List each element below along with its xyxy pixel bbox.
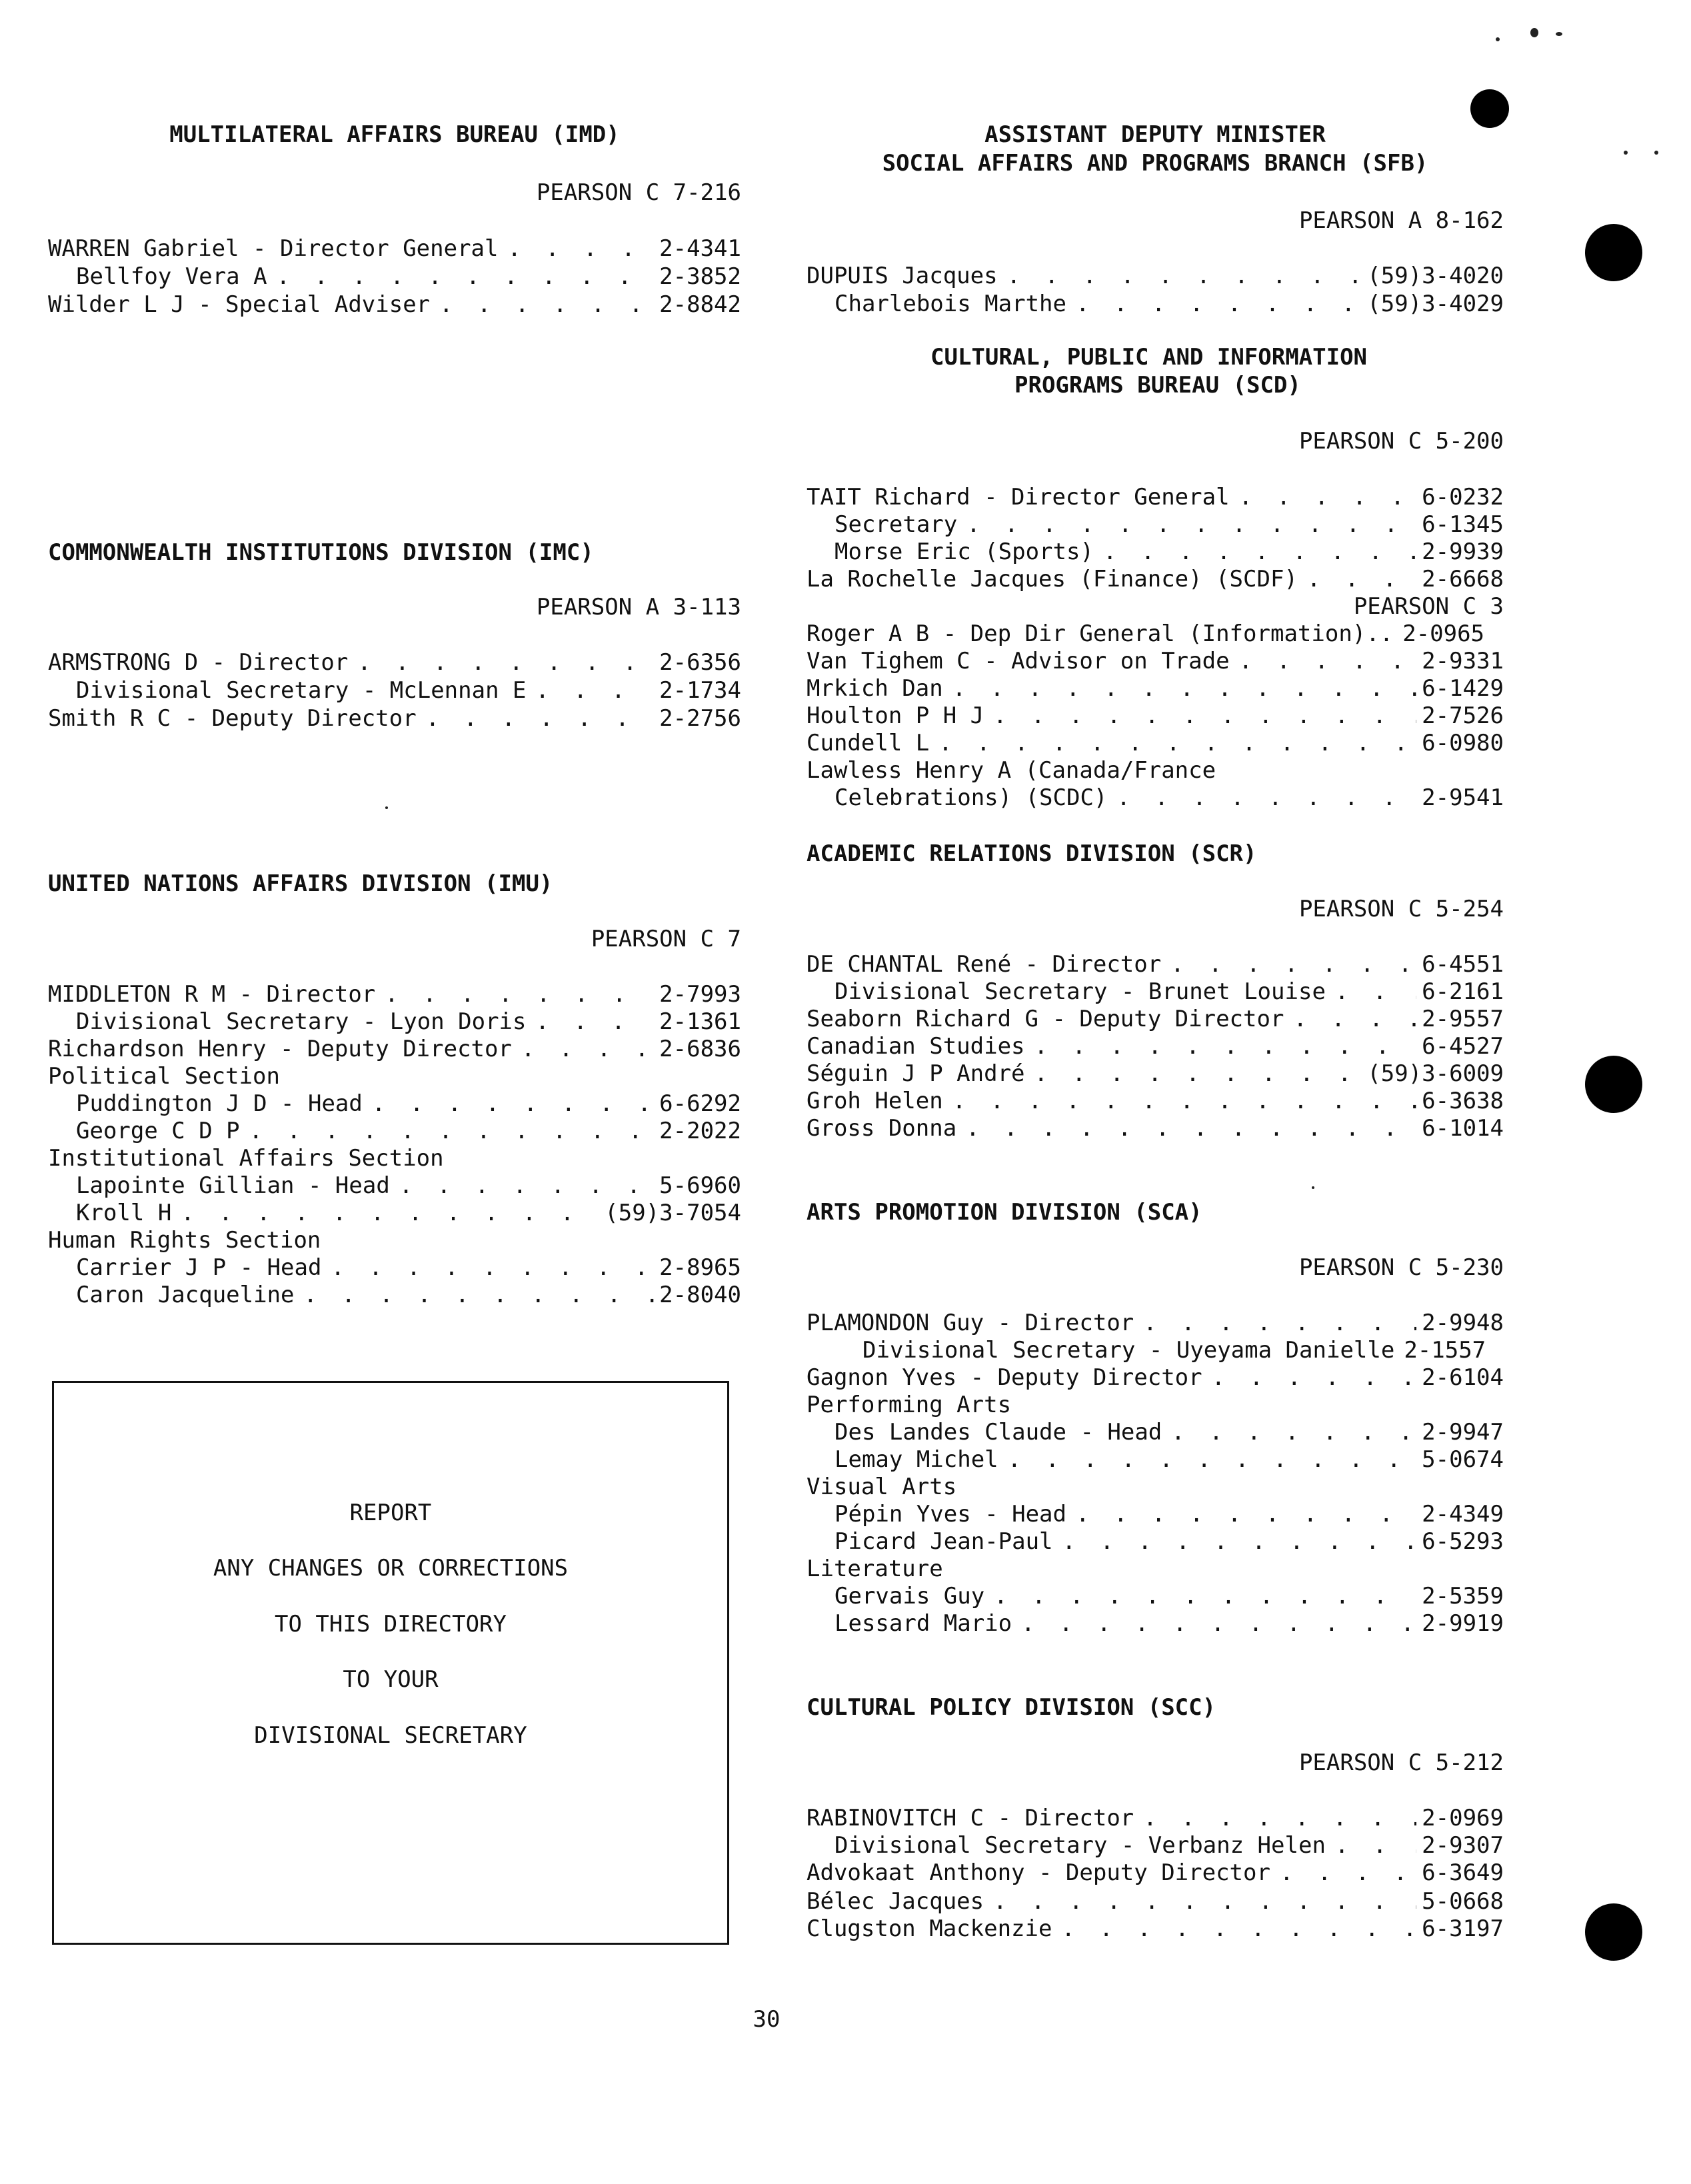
scan-speck (1496, 37, 1500, 41)
binder-hole (1585, 224, 1642, 281)
imc-location: PEARSON A 3-113 (536, 594, 741, 620)
scr-heading: ACADEMIC RELATIONS DIVISION (SCR) (807, 840, 1257, 867)
directory-entry: ARMSTRONG D - Director . . . 2-6356 (48, 648, 741, 676)
directory-entry: Groh Helen . . . 6-3638 (807, 1087, 1504, 1115)
section-label: Performing Arts (807, 1392, 1012, 1418)
binder-hole (1470, 89, 1509, 128)
directory-entry: Mrkich Dan . . . 6-1429 (807, 674, 1504, 702)
directory-entry: PLAMONDON Guy - Director . . . 2-9948 (807, 1309, 1504, 1337)
page-number: 30 (753, 2006, 781, 2033)
directory-entry: Carrier J P - Head . . . 2-8965 (48, 1254, 741, 1282)
directory-entry: Gervais Guy . . . 2-5359 (807, 1582, 1504, 1610)
imc-heading: COMMONWEALTH INSTITUTIONS DIVISION (IMC) (48, 539, 594, 566)
scc-location: PEARSON C 5-212 (1298, 1749, 1504, 1776)
report-line: DIVISIONAL SECRETARY (254, 1722, 527, 1749)
directory-entry: Charlebois Marthe . . . (59)3-4029 (807, 290, 1504, 318)
section-label: Political Section (48, 1063, 280, 1090)
directory-entry: Celebrations) (SCDC) . . . 2-9541 (807, 784, 1504, 812)
sca-heading: ARTS PROMOTION DIVISION (SCA) (807, 1199, 1202, 1226)
imd-heading: MULTILATERAL AFFAIRS BUREAU (IMD) (48, 121, 741, 149)
directory-entry: Roger A B - Dep Dir General (Information).. 2-0965 (807, 620, 1485, 647)
directory-entry: Morse Eric (Sports) . . . 2-9939 (807, 538, 1504, 566)
directory-entry: Cundell L . . . 6-0980 (807, 729, 1504, 757)
directory-entry: MIDDLETON R M - Director . . . 2-7993 (48, 980, 741, 1008)
section-label: Visual Arts (807, 1474, 957, 1500)
directory-entry: TAIT Richard - Director General . . . 6-0232 (807, 483, 1504, 511)
directory-entry: Advokaat Anthony - Deputy Director . . . 6-3649 (807, 1859, 1504, 1887)
report-line: REPORT (349, 1500, 432, 1526)
report-notice-box (52, 1381, 729, 1945)
directory-entry: Richardson Henry - Deputy Director . . . 2-6836 (48, 1035, 741, 1063)
scr-location: PEARSON C 5-254 (1298, 896, 1504, 922)
imd-location: PEARSON C 7-216 (536, 179, 741, 206)
directory-entry: Gross Donna . . . 6-1014 (807, 1114, 1504, 1142)
report-line: TO YOUR (343, 1666, 439, 1693)
scan-speck (1530, 28, 1538, 37)
scd-heading-line2: PROGRAMS BUREAU (SCD) (807, 371, 1691, 399)
section-label: Institutional Affairs Section (48, 1145, 444, 1172)
sfb-location: PEARSON A 8-162 (1298, 207, 1504, 234)
binder-hole (1585, 1903, 1642, 1961)
scan-speck (1556, 32, 1562, 36)
directory-entry: Kroll H . . . (59)3-7054 (48, 1199, 741, 1227)
directory-entry: Bélec Jacques . . . 5-0668 (807, 1887, 1504, 1915)
directory-entry: Houlton P H J . . . 2-7526 (807, 702, 1504, 730)
scd-location: PEARSON C 5-200 (1298, 428, 1504, 455)
directory-entry: DE CHANTAL René - Director . . . 6-4551 (807, 950, 1504, 978)
scan-speck (1654, 151, 1658, 155)
directory-entry: Lemay Michel . . . 5-0674 (807, 1446, 1504, 1474)
directory-entry: RABINOVITCH C - Director . . . 2-0969 (807, 1804, 1504, 1832)
directory-entry: Smith R C - Deputy Director . . . 2-2756 (48, 704, 741, 732)
directory-entry: Bellfoy Vera A . . . 2-3852 (48, 263, 741, 291)
scan-speck (1624, 151, 1628, 155)
directory-entry-continued: Lawless Henry A (Canada/France (807, 757, 1216, 784)
directory-entry: Secretary . . . 6-1345 (807, 511, 1504, 539)
imu-heading: UNITED NATIONS AFFAIRS DIVISION (IMU) (48, 870, 553, 897)
directory-entry: George C D P . . . 2-2022 (48, 1117, 741, 1145)
directory-entry: Caron Jacqueline . . . 2-8040 (48, 1281, 741, 1309)
sfb-heading-line1: ASSISTANT DEPUTY MINISTER (984, 121, 1326, 148)
directory-entry: Canadian Studies . . . 6-4527 (807, 1032, 1504, 1060)
directory-entry: Lapointe Gillian - Head . . . 5-6960 (48, 1172, 741, 1200)
scc-heading: CULTURAL POLICY DIVISION (SCC) (807, 1694, 1216, 1721)
directory-entry: Pépin Yves - Head . . . 2-4349 (807, 1500, 1504, 1528)
scd-heading-line1: CULTURAL, PUBLIC AND INFORMATION (807, 343, 1628, 371)
directory-entry: Lessard Mario . . . 2-9919 (807, 1610, 1504, 1638)
binder-hole (1585, 1056, 1642, 1113)
scd-sublocation: PEARSON C 3 (1353, 593, 1504, 620)
report-line: TO THIS DIRECTORY (275, 1611, 507, 1638)
directory-entry: Picard Jean-Paul . . . 6-5293 (807, 1528, 1504, 1556)
directory-entry: Des Landes Claude - Head . . . 2-9947 (807, 1418, 1504, 1446)
scan-speck (1312, 1186, 1314, 1189)
sca-location: PEARSON C 5-230 (1298, 1254, 1504, 1281)
directory-entry: Séguin J P André . . . (59)3-6009 (807, 1060, 1504, 1088)
sfb-heading-line2: SOCIAL AFFAIRS AND PROGRAMS BRANCH (SFB) (807, 149, 1504, 177)
directory-entry: WARREN Gabriel - Director General . . . 2-4341 (48, 235, 741, 263)
section-label: Human Rights Section (48, 1227, 321, 1254)
directory-entry: Wilder L J - Special Adviser . . . 2-8842 (48, 291, 741, 319)
directory-entry: Clugston Mackenzie . . . 6-3197 (807, 1915, 1504, 1943)
directory-entry: Gagnon Yves - Deputy Director . . . 2-6104 (807, 1364, 1504, 1392)
report-line: ANY CHANGES OR CORRECTIONS (213, 1555, 569, 1582)
section-label: Literature (807, 1556, 943, 1582)
directory-entry: Divisional Secretary - Uyeyama Danielle 2-1557 (862, 1337, 1486, 1364)
directory-entry: Divisional Secretary - McLennan E . . . 2-1734 (48, 676, 741, 704)
directory-entry: Seaborn Richard G - Deputy Director . . . 2-9557 (807, 1005, 1504, 1033)
scan-speck (385, 806, 388, 809)
directory-entry: DUPUIS Jacques . . . (59)3-4020 (807, 262, 1504, 290)
directory-entry: Divisional Secretary - Brunet Louise . . . 6-2161 (807, 978, 1504, 1006)
directory-entry: La Rochelle Jacques (Finance) (SCDF) . . . 2-6668 (807, 565, 1504, 593)
directory-entry: Puddington J D - Head . . . 6-6292 (48, 1090, 741, 1118)
directory-entry: Van Tighem C - Advisor on Trade . . . 2-9331 (807, 647, 1504, 675)
imu-location: PEARSON C 7 (591, 926, 741, 952)
directory-entry: Divisional Secretary - Lyon Doris . . . 2-1361 (48, 1008, 741, 1036)
directory-entry: Divisional Secretary - Verbanz Helen . . . 2-9307 (807, 1831, 1504, 1859)
